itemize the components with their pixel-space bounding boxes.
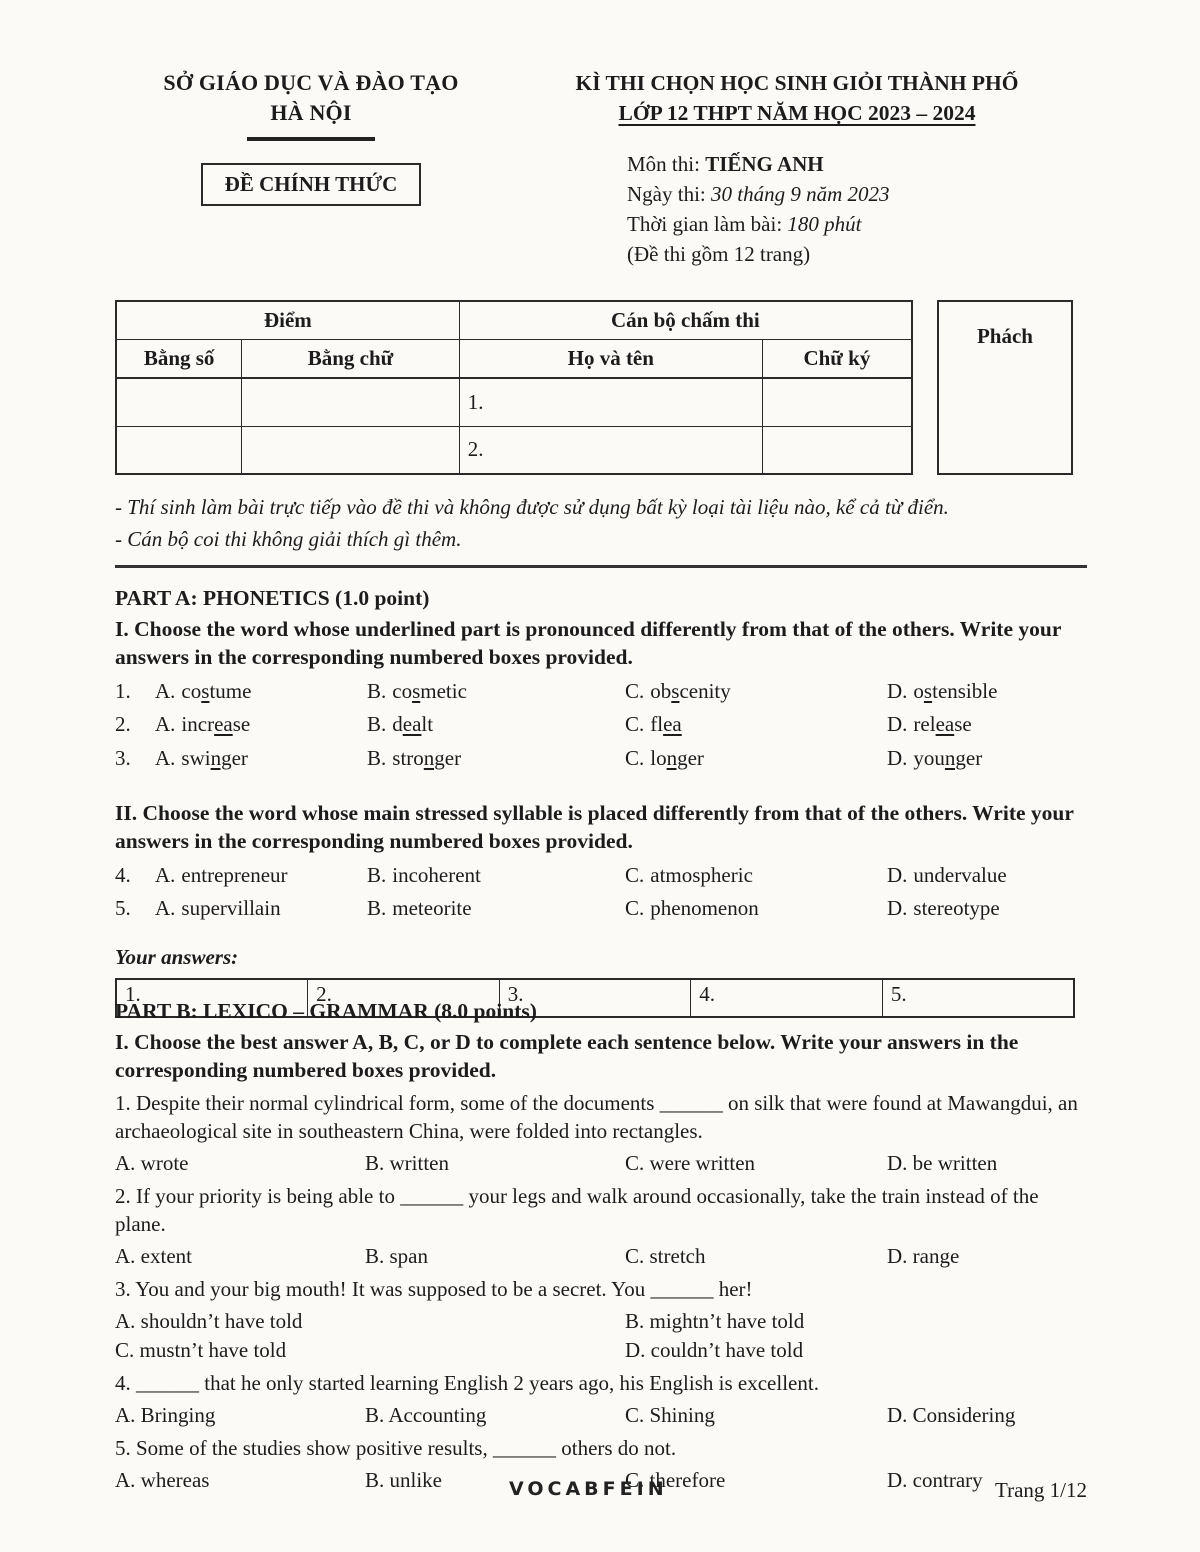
part-b-title: PART B: LEXICO – GRAMMAR (8.0 points) [115,999,537,1023]
option-b: B. written [365,1151,449,1176]
option-a: A. Bringing [115,1403,216,1428]
score-words-cell [242,378,459,426]
grammar-question-2 [115,1182,1087,1271]
option-d: D. couldn’t have told [625,1338,804,1363]
option-d: D. ostensible [887,678,998,703]
option-c: C. therefore [625,1468,726,1493]
question-text: 1. Despite their normal cylindrical form, some of the documents ______ on silk that were found at Mawangdui, an archaeological site in southeastern China, were folded into rectangles. [115,1090,1078,1144]
option-b: B. stronger [367,746,462,771]
grader2-signature-cell [762,426,912,474]
note-line2: - Cán bộ coi thi không giải thích gì thêm. [115,526,462,551]
phonetics-question-3 [115,745,1087,773]
option-d: D. be written [887,1151,998,1176]
option-b: B. meteorite [367,896,472,921]
question-text: 2. If your priority is being able to ______ your legs and walk around occasionally, take the train instead of the plane. [115,1183,1039,1237]
answer-cell-5: 5. [882,979,1074,1017]
exam-title-line1: KÌ THI CHỌN HỌC SINH GIỎI THÀNH PHỐ [575,71,1019,95]
option-d: D. release [887,712,972,737]
score-header-cell: Điểm [116,301,459,340]
option-b: B. span [365,1244,428,1269]
grammar-question-4 [115,1369,1087,1430]
score-words-cell2 [242,426,459,474]
options-row [115,1149,1087,1177]
option-d: D. contrary [887,1468,983,1493]
score-table [115,300,913,475]
duration-line: Thời gian làm bài: 180 phút [627,211,862,236]
option-d: D. younger [887,746,983,771]
score-number-cell2 [116,426,242,474]
option-c: C. longer [625,746,704,771]
part-a [115,585,1087,1018]
org-name-line1: SỞ GIÁO DỤC VÀ ĐÀO TẠO [163,70,459,95]
grammar-question-3 [115,1275,1087,1365]
subject-line: Môn thi: TIẾNG ANH [627,152,824,177]
option-c: C. phenomenon [625,896,759,921]
part-a-section1-instruction: I. Choose the word whose underlined part is pronounced differently from that of the others. Write your answers in the corresponding numbered boxes provided. [115,616,1061,670]
score-section [115,300,1087,475]
part-b [115,998,1087,1494]
exam-notes [115,492,1087,555]
answer-cell-3: 3. [499,979,691,1017]
grammar-question-1 [115,1089,1087,1178]
options-row [115,1401,1087,1429]
note-line1: - Thí sinh làm bài trực tiếp vào đề thi và không được sử dụng bất kỳ loại tài liệu nào, kể cả từ điển. [115,495,949,519]
exam-code-box: ĐỀ CHÍNH THỨC [201,163,422,206]
option-c: C. were written [625,1151,756,1176]
answer-cell-1: 1. [116,979,308,1017]
option-b: B. mightn’t have told [625,1309,805,1334]
question-number: 3. [115,746,131,771]
question-number: 2. [115,712,131,737]
option-c: C. obscenity [625,678,731,703]
option-a: A. wrote [115,1151,189,1176]
option-a: A. entrepreneur [155,862,288,887]
option-d: D. Considering [887,1403,1016,1428]
option-c: C. mustn’t have told [115,1338,287,1363]
question-text: 5. Some of the studies show positive results, ______ others do not. [115,1435,677,1460]
exam-title-line2: LỚP 12 THPT NĂM HỌC 2023 – 2024 [618,101,976,126]
option-d: D. undervalue [887,862,1007,887]
header-left [115,68,507,269]
question-number: 1. [115,678,131,703]
option-a: A. whereas [115,1468,210,1493]
option-b: B. unlike [365,1468,442,1493]
option-c: C. Shining [625,1403,715,1428]
your-answers-label: Your answers: [115,945,239,970]
score-number-cell [116,378,242,426]
col-name-header: Họ và tên [459,340,762,379]
col-words-header: Bằng chữ [242,340,459,379]
answer-cell-4: 4. [691,979,883,1017]
option-a: A. increase [155,712,251,737]
part-a-section2-instruction: II. Choose the word whose main stressed syllable is placed differently from that of the others. Write your answers in the corresponding numbered boxes provided. [115,800,1074,854]
option-c: C. stretch [625,1244,706,1269]
separator-line [115,565,1087,568]
pages-note: (Đề thi gồm 12 trang) [627,241,811,266]
phonetics-question-1 [115,678,1087,706]
option-a: A. extent [115,1244,192,1269]
part-a-title: PART A: PHONETICS (1.0 point) [115,586,430,610]
question-number: 5. [115,896,131,921]
page-number: Trang 1/12 [995,1478,1087,1502]
header-right [507,68,1087,269]
phonetics-question-2 [115,711,1087,739]
question-text: 4. ______ that he only started learning English 2 years ago, his English is excellent. [115,1371,819,1396]
col-number-header: Bằng số [116,340,242,379]
phach-box: Phách [937,300,1073,475]
exam-meta [507,150,1087,269]
options-grid [115,1307,1087,1365]
option-a: A. swinger [155,746,248,771]
watermark-logo: VOCABFEIN [509,1478,668,1500]
option-c: C. atmospheric [625,862,753,887]
stress-question-4 [115,862,1087,890]
grader-header-cell: Cán bộ chấm thi [459,301,912,340]
option-a: A. costume [155,678,252,703]
grader1-signature-cell [762,378,912,426]
date-line: Ngày thi: 30 tháng 9 năm 2023 [627,182,890,206]
org-name-line2: HÀ NỘI [270,99,352,125]
option-b: B. cosmetic [367,678,467,703]
option-d: D. range [887,1244,960,1269]
option-b: B. Accounting [365,1403,487,1428]
grader1-name-cell: 1. [459,378,762,426]
part-b-instruction: I. Choose the best answer A, B, C, or D to complete each sentence below. Write your answers in the corresponding numbered boxes provided. [115,1029,1019,1083]
grader2-name-cell: 2. [459,426,762,474]
option-b: B. incoherent [367,862,481,887]
stress-question-5 [115,895,1087,923]
question-text: 3. You and your big mouth! It was supposed to be a secret. You ______ her! [115,1276,753,1301]
option-d: D. stereotype [887,896,1000,921]
option-c: C. flea [625,712,682,737]
options-row [115,1242,1087,1270]
option-a: A. shouldn’t have told [115,1309,303,1334]
answer-cell-2: 2. [308,979,500,1017]
option-a: A. supervillain [155,896,281,921]
col-signature-header: Chữ ký [762,340,912,379]
header [115,68,1087,269]
option-b: B. dealt [367,712,434,737]
question-number: 4. [115,862,131,887]
